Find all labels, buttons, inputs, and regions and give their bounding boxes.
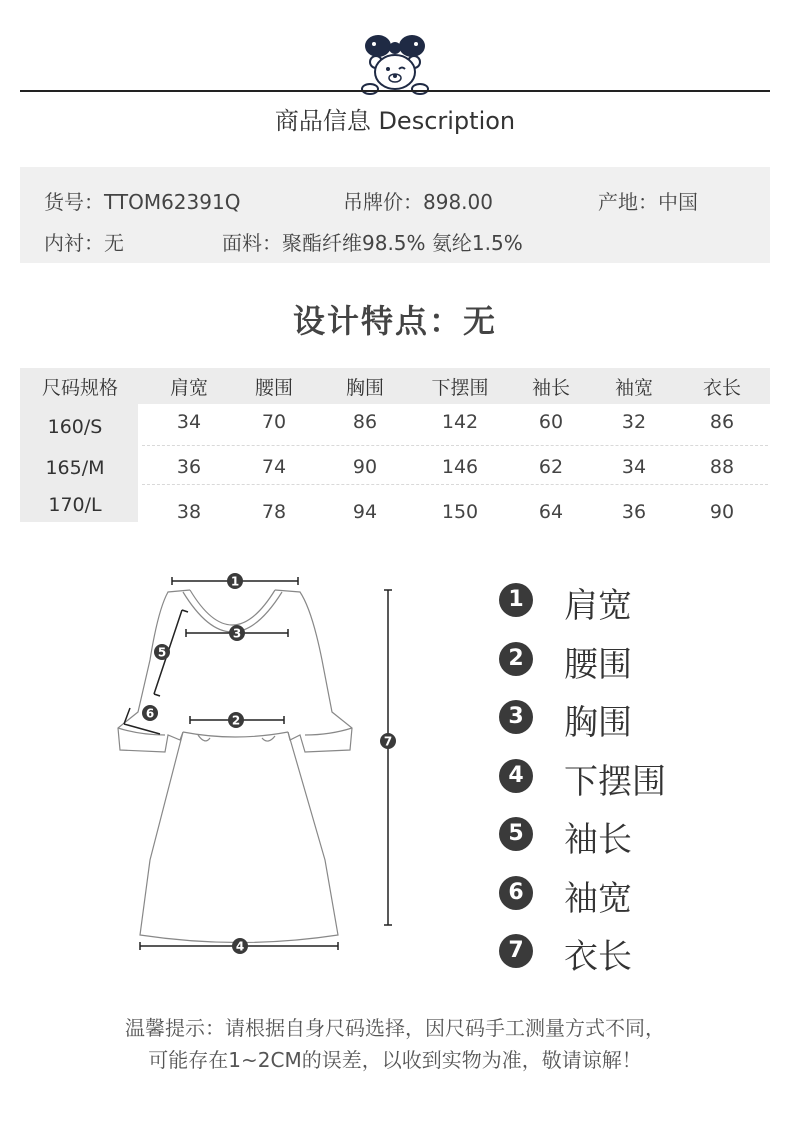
sizing-tip-line: 温馨提示：请根据自身尺码选择，因尺码手工测量方式不同， — [125, 1016, 665, 1040]
table-cell: 60 — [538, 411, 564, 433]
table-row-size: 165/M — [45, 457, 105, 479]
table-cell: 34 — [176, 411, 202, 433]
product-sku: 货号：TTOM62391Q — [44, 190, 241, 214]
legend-label: 腰围 — [564, 645, 632, 685]
table-cell: 94 — [352, 501, 378, 523]
table-row-divider — [142, 484, 768, 485]
legend-number: 2 — [499, 642, 533, 676]
diagram-marker-6: 6 — [145, 706, 155, 721]
table-cell: 64 — [538, 501, 564, 523]
teddy-bear-logo-icon — [356, 34, 434, 96]
legend-number: 1 — [499, 583, 533, 617]
table-cell: 32 — [621, 411, 647, 433]
legend-number: 4 — [499, 759, 533, 793]
table-header-cell: 尺码规格 — [41, 377, 118, 399]
legend-label: 肩宽 — [564, 586, 632, 626]
product-lining: 内衬：无 — [44, 231, 124, 255]
legend-number: 5 — [499, 817, 533, 851]
product-origin: 产地：中国 — [598, 190, 698, 214]
legend-label: 下摆围 — [564, 762, 666, 802]
table-header-cell: 袖长 — [531, 377, 570, 399]
legend-number: 6 — [499, 876, 533, 910]
table-header-cell: 下摆围 — [431, 377, 489, 399]
table-header-cell: 袖宽 — [614, 377, 653, 399]
sizing-tip-line: 可能存在1~2CM的误差，以收到实物为准，敬请谅解！ — [148, 1048, 642, 1072]
diagram-marker-4: 4 — [235, 939, 245, 954]
table-cell: 90 — [352, 456, 378, 478]
table-header-cell: 腰围 — [254, 377, 293, 399]
table-cell: 86 — [709, 411, 735, 433]
legend-label: 袖宽 — [564, 879, 632, 919]
table-cell: 36 — [176, 456, 202, 478]
table-header-cell: 肩宽 — [169, 377, 208, 399]
dress-measurement-diagram — [100, 560, 420, 970]
diagram-marker-5: 5 — [157, 645, 167, 660]
table-row-size: 160/S — [47, 416, 103, 438]
table-header-cell: 胸围 — [345, 377, 384, 399]
table-cell: 88 — [709, 456, 735, 478]
legend-label: 衣长 — [564, 937, 632, 977]
product-fabric: 面料：聚酯纤维98.5% 氨纶1.5% — [222, 231, 523, 255]
table-cell: 86 — [352, 411, 378, 433]
legend-label: 胸围 — [564, 703, 632, 743]
diagram-marker-7: 7 — [383, 734, 393, 749]
table-header-cell: 衣长 — [702, 377, 741, 399]
table-cell: 150 — [441, 501, 479, 523]
legend-number: 7 — [499, 934, 533, 968]
product-tag-price: 吊牌价：898.00 — [343, 190, 493, 214]
table-cell: 78 — [261, 501, 287, 523]
legend-label: 袖长 — [564, 820, 632, 860]
table-cell: 74 — [261, 456, 287, 478]
table-row-divider — [142, 445, 768, 446]
diagram-marker-1: 1 — [230, 574, 240, 589]
table-cell: 34 — [621, 456, 647, 478]
table-cell: 70 — [261, 411, 287, 433]
table-cell: 142 — [441, 411, 479, 433]
table-cell: 62 — [538, 456, 564, 478]
diagram-marker-3: 3 — [232, 626, 242, 641]
table-cell: 38 — [176, 501, 202, 523]
dress-outline-icon — [118, 590, 352, 943]
table-cell: 90 — [709, 501, 735, 523]
design-features-title: 设计特点：无 — [292, 302, 497, 340]
diagram-marker-2: 2 — [231, 713, 241, 728]
section-title-description: 商品信息 Description — [274, 107, 516, 135]
legend-number: 3 — [499, 700, 533, 734]
table-cell: 36 — [621, 501, 647, 523]
header-divider — [20, 90, 770, 92]
table-cell: 146 — [441, 456, 479, 478]
table-row-size: 170/L — [48, 494, 102, 516]
